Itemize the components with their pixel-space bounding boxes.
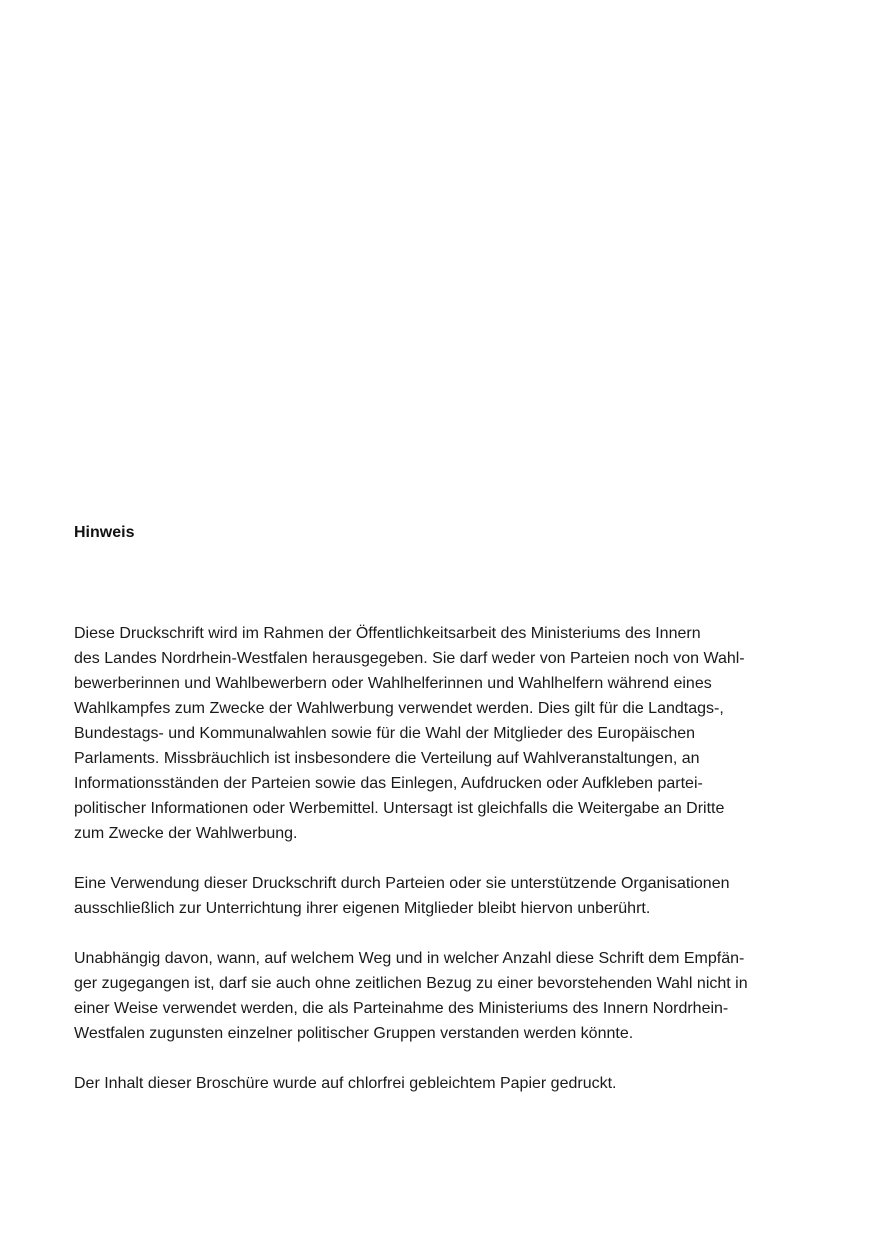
notice-paragraph-paper: Der Inhalt dieser Broschüre wurde auf chlorfrei gebleichtem Papier gedruckt.: [74, 1075, 617, 1092]
notice-paragraph-election-use: Diese Druckschrift wird im Rahmen der Öffentlichkeitsarbeit des Ministeriums des Innern des Landes Nordrhein-Westfalen herausgegeben. Sie darf weder von Parteien noch von Wahl- bewerberinnen und Wahlbewerbern oder Wahlhelferinnen und Wahlhelfern während eines Wahlkampfes zum Zwecke der Wahlwerbung verwendet werden. Dies gilt für die Landtags-, Bundestags- und Kommunalwahlen sowie für die Wahl der Mitglieder des Europäischen Parlaments. Missbräuchlich ist insbesondere die Verteilung auf Wahlveranstaltungen, an Informationsständen der Parteien sowie das Einlegen, Aufdrucken oder Aufkleben partei- politischer Informationen oder Werbemittel. Untersagt ist gleichfalls die Weitergabe an Dritte zum Zwecke der Wahlwerbung.: [74, 625, 745, 842]
notice-paragraph-member-information: Eine Verwendung dieser Druckschrift durch Parteien oder sie unterstützende Organisationen ausschließlich zur Unterrichtung ihrer eigenen Mitglieder bleibt hiervon unberührt.: [74, 875, 730, 917]
notice-heading: Hinweis: [74, 524, 135, 541]
notice-paragraph-neutrality: Unabhängig davon, wann, auf welchem Weg und in welcher Anzahl diese Schrift dem Empfän- ger zugegangen ist, darf sie auch ohne zeitlichen Bezug zu einer bevorstehenden Wahl nicht in einer Weise verwendet werden, die als Parteinahme des Ministeriums des Innern Nordrhein- Westfalen zugunsten einzelner politischer Gruppen verstanden werden könnte.: [74, 950, 748, 1042]
notice-body: [74, 621, 804, 1121]
